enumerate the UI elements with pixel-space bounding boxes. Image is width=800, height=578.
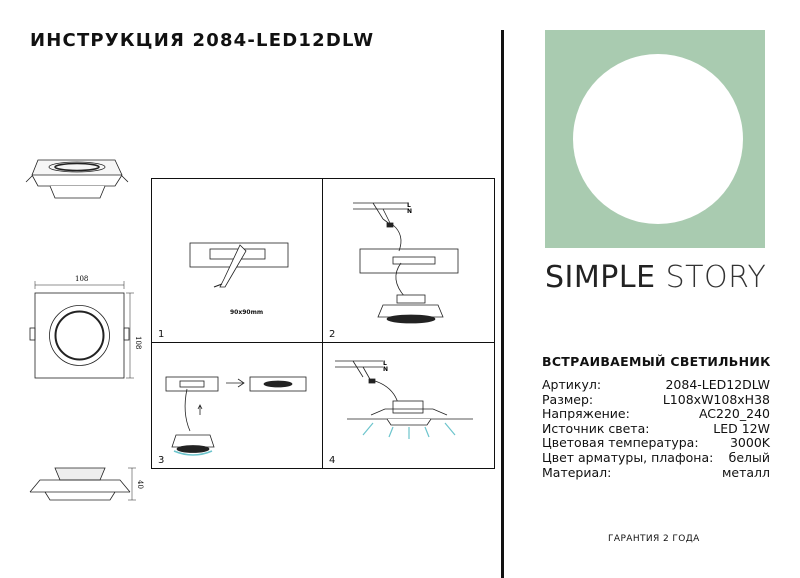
page-title: ИНСТРУКЦИЯ 2084-LED12DLW <box>30 30 375 51</box>
spec-row <box>542 393 770 408</box>
spec-row <box>542 422 770 437</box>
spec-value: L108хW108хH38 <box>662 391 770 407</box>
step-number: 1 <box>158 329 165 340</box>
spec-row <box>542 378 770 393</box>
step-4-panel <box>323 343 494 468</box>
dimension-drawings <box>20 150 150 510</box>
depth-dimension: 108 <box>134 336 142 350</box>
height-dimension: 40 <box>136 480 144 489</box>
width-dimension: 108 <box>75 275 89 283</box>
spec-row <box>542 436 770 451</box>
step-1-panel <box>152 179 323 343</box>
spec-label: Напряжение: <box>542 406 630 422</box>
step-2-panel <box>323 179 494 343</box>
brand-logo <box>545 260 766 295</box>
spec-value: металл <box>721 464 770 480</box>
wire-n-label: N <box>383 366 389 373</box>
product-hero-image <box>545 30 765 248</box>
spec-value: LED 12W <box>713 420 770 436</box>
spec-label: Материал: <box>542 464 612 480</box>
spec-label: Размер: <box>542 391 594 407</box>
brand-word-1: SIMPLE <box>545 260 656 295</box>
warranty-note: ГАРАНТИЯ 2 ГОДА <box>608 534 700 544</box>
spec-value: 3000K <box>729 435 770 451</box>
product-type: ВСТРАИВАЕМЫЙ СВЕТИЛЬНИК <box>542 354 771 369</box>
side-view <box>30 468 136 500</box>
spec-value: белый <box>728 449 770 465</box>
installation-steps <box>151 178 495 469</box>
step-3-panel <box>152 343 323 468</box>
wire-l-label: L <box>407 202 411 209</box>
step-number: 2 <box>329 329 336 340</box>
spec-label: Цветовая температура: <box>542 435 699 451</box>
lamp-disc <box>573 54 743 224</box>
spec-value: 2084-LED12DLW <box>665 377 770 392</box>
step-number: 4 <box>329 455 336 466</box>
plan-view <box>30 281 134 378</box>
wire-n-label: N <box>407 208 413 215</box>
perspective-view <box>26 160 128 198</box>
cut-size-label: 90x90mm <box>230 309 264 316</box>
vertical-divider <box>501 30 504 578</box>
spec-value: AC220_240 <box>698 406 770 422</box>
spec-row <box>542 466 770 481</box>
spec-list <box>542 378 770 480</box>
spec-label: Источник света: <box>542 420 650 436</box>
brand-word-2: STORY <box>665 260 767 295</box>
spec-label: Артикул: <box>542 377 602 392</box>
step-number: 3 <box>158 455 165 466</box>
spec-row <box>542 407 770 422</box>
spec-label: Цвет арматуры, плафона: <box>542 449 714 465</box>
spec-row <box>542 451 770 466</box>
wire-l-label: L <box>383 360 387 367</box>
